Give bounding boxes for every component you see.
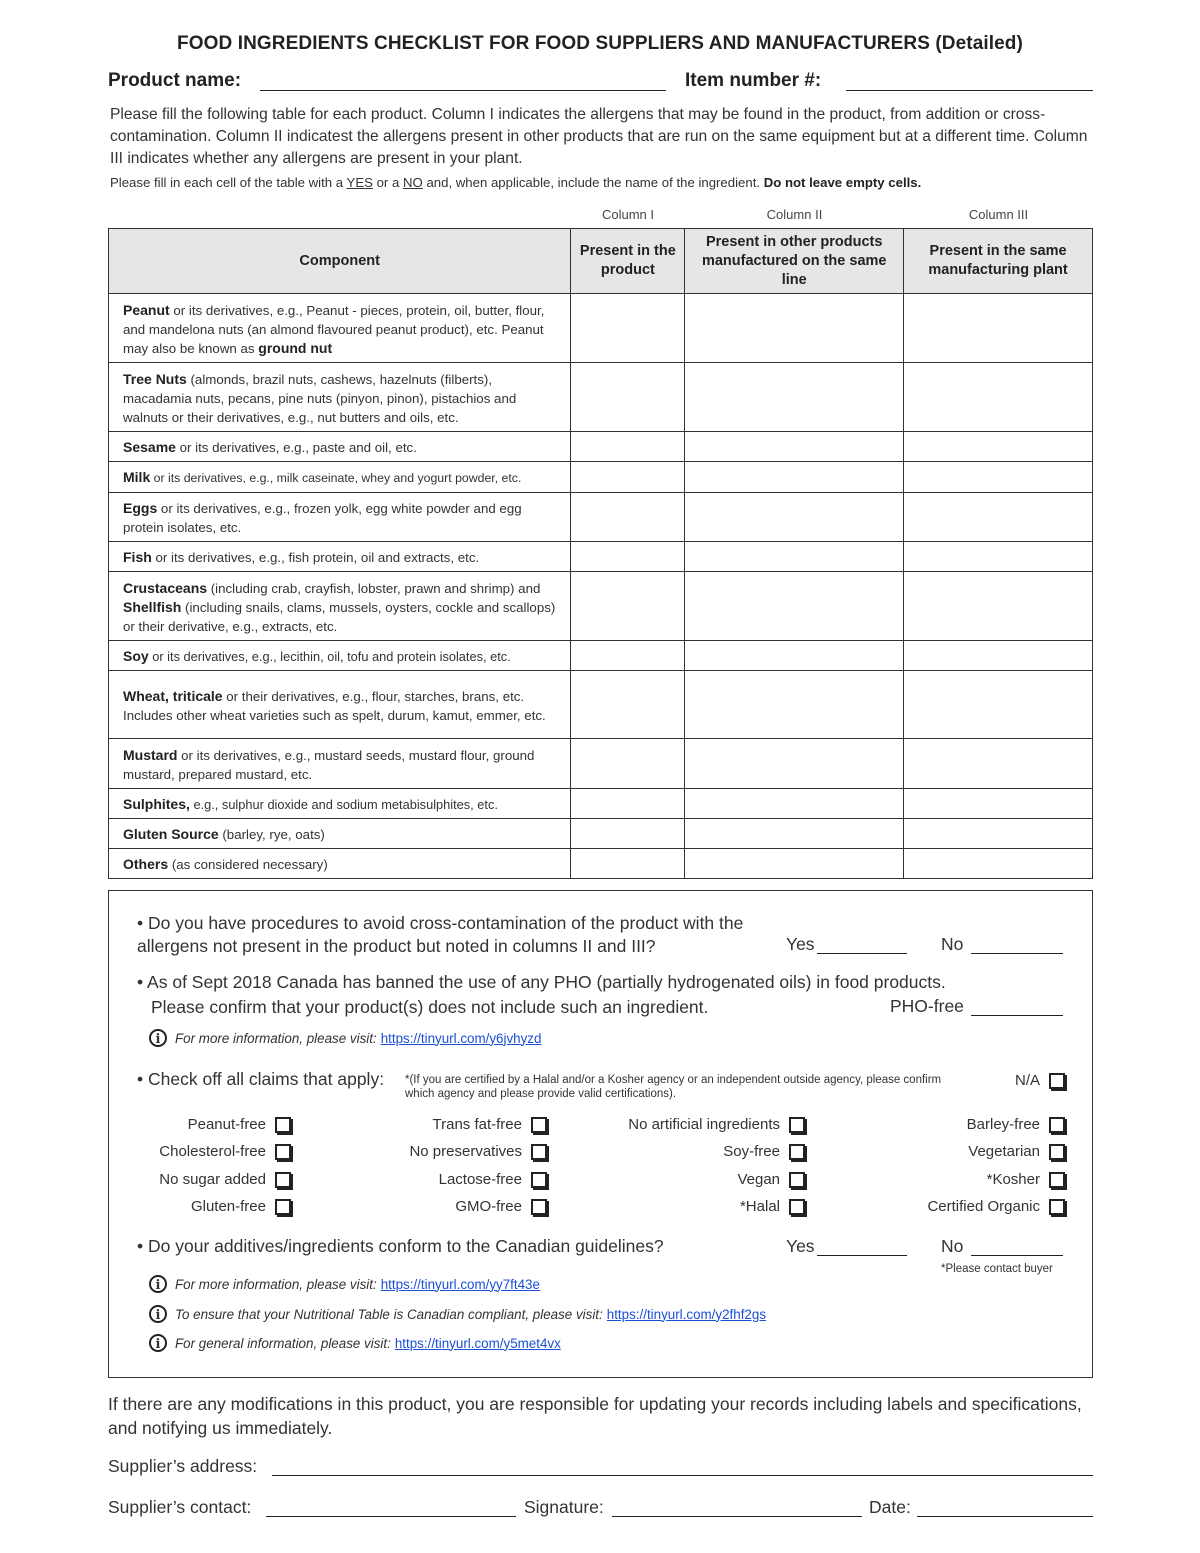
allergen-name: Sesame [123, 439, 176, 455]
q4-yes-field[interactable] [817, 1255, 907, 1256]
allergen-desc: (barley, rye, oats) [218, 827, 325, 842]
allergen-name-2: Shellfish [123, 598, 182, 615]
component-cell [109, 432, 571, 462]
col1-cell[interactable] [571, 294, 685, 363]
q1-yes-label: Yes [786, 934, 815, 954]
question-text: Check off all claims that apply: [148, 1069, 385, 1089]
same-plant-header: Present in the same manufacturing plant [904, 229, 1093, 294]
col2-cell[interactable] [685, 294, 904, 363]
page-title: FOOD INGREDIENTS CHECKLIST FOR FOOD SUPPLIERS AND MANUFACTURERS (Detailed) [177, 33, 1023, 54]
claim-barley-free[interactable] [889, 1116, 1065, 1133]
component-cell [109, 572, 571, 641]
col1-cell[interactable] [571, 819, 685, 849]
component-header: Component [109, 229, 571, 294]
info-line-general [149, 1334, 561, 1352]
q1-no-field[interactable] [971, 953, 1063, 954]
question-text: Do your additives/ingredients conform to the Canadian guidelines? [148, 1236, 664, 1256]
col1-cell[interactable] [571, 739, 685, 789]
table-row [109, 493, 1093, 542]
allergen-name: Crustaceans [123, 579, 208, 596]
claim-label: Lactose-free [438, 1171, 522, 1188]
modification-notice: If there are any modifications in this product, you are responsible for updating your records including labels and specifications, and notifying us immediately. [108, 1394, 1082, 1438]
info-icon: i [149, 1334, 167, 1352]
table-row [109, 641, 1093, 671]
component-cell [109, 789, 571, 819]
checkbox[interactable] [275, 1199, 291, 1215]
claim-no-sugar-added[interactable] [119, 1171, 291, 1188]
info-text: For general information, please visit: [175, 1335, 391, 1351]
bullet-icon: • [137, 1069, 144, 1089]
info-icon: i [149, 1305, 167, 1323]
table-row [109, 294, 1093, 363]
component-cell [109, 739, 571, 789]
claim-label: No preservatives [409, 1143, 522, 1160]
col3-cell[interactable] [904, 789, 1093, 819]
col1-cell[interactable] [571, 671, 685, 739]
table-row [109, 432, 1093, 462]
question-pho-line-1 [137, 971, 946, 994]
claim-soy-free[interactable] [589, 1143, 805, 1160]
item-number-field[interactable] [846, 90, 1093, 91]
col3-cell[interactable] [904, 462, 1093, 493]
allergen-desc: or its derivatives, e.g., Peanut - pieces, protein, oil, butter, flour, and mandelona nuts (an almond flavoured peanut product), etc. Peanut may also be known as [123, 302, 545, 356]
allergen-name: Others [123, 856, 169, 872]
table-row [109, 462, 1093, 493]
col1-cell[interactable] [571, 493, 685, 542]
allergen-name: Fish [123, 549, 152, 565]
nutrition-info-link[interactable]: https://tinyurl.com/y2fhf2gs [606, 1306, 767, 1322]
col2-cell[interactable] [685, 739, 904, 789]
component-cell [109, 294, 571, 363]
allergen-name: Eggs [123, 500, 158, 516]
col2-cell[interactable] [685, 849, 904, 879]
col1-cell[interactable] [571, 432, 685, 462]
table-row [109, 572, 1093, 641]
allergen-name: Soy [123, 648, 149, 664]
same-line-header: Present in other products manufactured on the same line [685, 229, 904, 294]
date-label: Date: [869, 1497, 911, 1517]
claim-cholesterol-free[interactable] [119, 1143, 291, 1160]
signature-field[interactable] [612, 1516, 862, 1517]
present-in-product-header: Present in the product [571, 229, 685, 294]
allergen-desc: or its derivatives, e.g., milk caseinate, whey and yogurt powder, etc. [150, 471, 522, 485]
col2-cell[interactable] [685, 493, 904, 542]
claim-label: Soy-free [723, 1143, 780, 1160]
col3-cell[interactable] [904, 641, 1093, 671]
allergen-name: Milk [123, 469, 151, 485]
column-3-number: Column III [968, 207, 1029, 222]
allergen-desc-2: (including snails, clams, mussels, oysters, cockle and scallops) or their derivative, e.g., extracts, etc. [123, 599, 556, 634]
na-label: N/A [1014, 1072, 1040, 1089]
col3-cell[interactable] [904, 739, 1093, 789]
component-cell [109, 641, 571, 671]
col2-cell[interactable] [685, 432, 904, 462]
allergen-name: Tree Nuts [123, 370, 187, 387]
claim-vegetarian[interactable] [889, 1143, 1065, 1160]
bullet-icon: • [137, 1236, 144, 1256]
fill-instructions [110, 175, 1110, 190]
claim-peanut-free[interactable] [119, 1116, 291, 1133]
col2-cell[interactable] [685, 789, 904, 819]
supplier-contact-field[interactable] [266, 1516, 516, 1517]
checkbox[interactable] [275, 1117, 291, 1133]
info-line-pho [149, 1029, 541, 1047]
info-text: For more information, please visit: [175, 1276, 377, 1292]
claim-label: Peanut-free [187, 1116, 266, 1133]
contact-buyer-note: *Please contact buyer [941, 1263, 1053, 1275]
claim-label: Cholesterol-free [159, 1143, 266, 1160]
component-cell [109, 671, 571, 739]
claim-kosher[interactable] [889, 1171, 1065, 1188]
checkbox[interactable] [789, 1144, 805, 1160]
no-word: NO [403, 175, 423, 190]
pho-info-link[interactable]: https://tinyurl.com/y6jvhyzd [380, 1030, 542, 1046]
checkbox[interactable] [275, 1172, 291, 1188]
col2-cell[interactable] [685, 671, 904, 739]
claim-label: *Kosher [986, 1171, 1040, 1188]
col1-cell[interactable] [571, 363, 685, 432]
table-row [109, 671, 1093, 739]
question-claims [137, 1068, 384, 1091]
claim-label: Barley-free [966, 1116, 1040, 1133]
fill-prefix: Please fill in each cell of the table with a [110, 175, 347, 190]
allergen-name: Gluten Source [123, 826, 219, 842]
claim-label: Certified Organic [927, 1198, 1040, 1215]
claim-label: No sugar added [159, 1171, 266, 1188]
q4-no-field[interactable] [971, 1255, 1063, 1256]
col3-cell[interactable] [904, 849, 1093, 879]
claim-vegan[interactable] [589, 1171, 805, 1188]
allergen-desc: e.g., sulphur dioxide and sodium metabisulphites, etc. [189, 797, 498, 812]
question-canadian-guidelines [137, 1235, 664, 1258]
allergen-desc: (including crab, crayfish, lobster, prawn and shrimp) and [207, 580, 541, 596]
allergen-desc: or its derivatives, e.g., mustard seeds, mustard flour, ground mustard, prepared mustard, etc. [123, 747, 535, 782]
col1-cell[interactable] [571, 849, 685, 879]
guidelines-info-link[interactable]: https://tinyurl.com/yy7ft43e [380, 1276, 540, 1292]
component-cell [109, 819, 571, 849]
claim-label: *Halal [739, 1198, 780, 1215]
bullet-icon: • [137, 972, 144, 992]
item-number-label: Item number #: [685, 70, 822, 91]
component-cell [109, 849, 571, 879]
col2-cell[interactable] [685, 819, 904, 849]
allergen-desc: (as considered necessary) [168, 857, 328, 872]
col1-cell[interactable] [571, 641, 685, 671]
info-text: To ensure that your Nutritional Table is Canadian compliant, please visit: [175, 1306, 603, 1322]
checkbox[interactable] [789, 1172, 805, 1188]
question-pho-line-2: Please confirm that your product(s) does not include such an ingredient. [151, 997, 709, 1017]
claim-label: Vegan [737, 1171, 780, 1188]
col1-cell[interactable] [571, 462, 685, 493]
allergen-desc: or its derivatives, e.g., paste and oil, etc. [175, 440, 417, 455]
claim-gmo-free[interactable] [349, 1198, 547, 1215]
pho-free-field[interactable] [971, 1015, 1063, 1016]
info-icon: i [149, 1275, 167, 1293]
yes-word: YES [346, 175, 373, 190]
claim-label: No artificial ingredients [628, 1116, 780, 1133]
q1-no-label: No [941, 934, 964, 954]
fill-suffix: and, when applicable, include the name of the ingredient. [422, 175, 764, 190]
q4-no-label: No [941, 1236, 964, 1256]
checkbox[interactable] [531, 1117, 547, 1133]
supplier-address-label: Supplier’s address: [108, 1456, 258, 1476]
bullet-icon: • [137, 913, 144, 933]
column-2-number: Column II [766, 207, 823, 222]
or-word: or a [372, 175, 403, 190]
allergen-desc: or its derivatives, e.g., lecithin, oil, tofu and protein isolates, etc. [148, 649, 511, 664]
checkbox[interactable] [1049, 1073, 1065, 1089]
checkbox[interactable] [1049, 1199, 1065, 1215]
q4-yes-label: Yes [786, 1236, 815, 1256]
product-header-row [108, 70, 1093, 96]
info-line-guidelines [149, 1275, 540, 1293]
col2-cell[interactable] [685, 641, 904, 671]
checkbox[interactable] [789, 1199, 805, 1215]
table-row [109, 849, 1093, 879]
checkbox[interactable] [1049, 1117, 1065, 1133]
question-text: As of Sept 2018 Canada has banned the use of any PHO (partially hydrogenated oils) in food products. [147, 972, 946, 992]
checkbox[interactable] [1049, 1172, 1065, 1188]
claim-halal[interactable] [589, 1198, 805, 1215]
col1-cell[interactable] [571, 542, 685, 572]
allergen-name: Wheat, triticale [123, 687, 223, 704]
claim-gluten-free[interactable] [119, 1198, 291, 1215]
q1-yes-field[interactable] [817, 953, 907, 954]
question-text: Do you have procedures to avoid cross-contamination of the product with the allergens not present in the product but noted in columns II and III? [137, 913, 744, 956]
info-line-nutrition [149, 1305, 766, 1323]
date-field[interactable] [917, 1516, 1093, 1517]
component-cell [109, 542, 571, 572]
table-row [109, 819, 1093, 849]
certification-note: *(If you are certified by a Halal and/or a Kosher agency or an independent outside agency, please confirm which agency and please provide valid certifications). [405, 1074, 942, 1100]
claim-label: GMO-free [455, 1198, 522, 1215]
allergen-desc: (almonds, brazil nuts, cashews, hazelnuts (filberts), macadamia nuts, pecans, pine nuts (pinyon, pinon), pistachios and walnuts or their derivatives, e.g., nut butters and oils, etc. [123, 371, 517, 425]
checkbox[interactable] [531, 1199, 547, 1215]
pho-free-label: PHO-free [890, 996, 964, 1016]
allergen-desc: or their derivatives, e.g., flour, starches, brans, etc. Includes other wheat varieties such as spelt, durum, kamut, emmer, etc. [123, 688, 546, 723]
claim-lactose-free[interactable] [349, 1171, 547, 1188]
questions-box [108, 890, 1093, 1378]
claim-trans-fat-free[interactable] [349, 1116, 547, 1133]
component-cell [109, 363, 571, 432]
info-icon: i [149, 1029, 167, 1047]
column-1-number: Column I [601, 207, 655, 222]
checkbox[interactable] [789, 1117, 805, 1133]
empty-cell-warning: Do not leave empty cells. [763, 175, 922, 190]
col3-cell[interactable] [904, 363, 1093, 432]
table-row [109, 739, 1093, 789]
col3-cell[interactable] [904, 671, 1093, 739]
allergen-alias: ground nut [258, 339, 333, 356]
col3-cell[interactable] [904, 542, 1093, 572]
table-row [109, 542, 1093, 572]
claim-label: Gluten-free [190, 1198, 266, 1215]
allergen-name: Peanut [123, 301, 170, 318]
component-cell [109, 493, 571, 542]
checkbox[interactable] [1049, 1144, 1065, 1160]
allergen-desc: or its derivatives, e.g., fish protein, oil and extracts, etc. [151, 550, 480, 565]
col3-cell[interactable] [904, 572, 1093, 641]
claim-label: Trans fat-free [432, 1116, 522, 1133]
checkbox[interactable] [531, 1144, 547, 1160]
col1-cell[interactable] [571, 789, 685, 819]
col3-cell[interactable] [904, 432, 1093, 462]
supplier-contact-label: Supplier’s contact: [108, 1497, 252, 1517]
general-info-link[interactable]: https://tinyurl.com/y5met4vx [394, 1335, 561, 1351]
col2-cell[interactable] [685, 363, 904, 432]
allergen-name: Sulphites, [123, 796, 190, 812]
question-cross-contamination [137, 912, 777, 958]
col3-cell[interactable] [904, 819, 1093, 849]
signature-label: Signature: [524, 1497, 604, 1517]
claim-no-preservatives[interactable] [349, 1143, 547, 1160]
col2-cell[interactable] [685, 572, 904, 641]
col3-cell[interactable] [904, 294, 1093, 363]
claim-certified-organic[interactable] [889, 1198, 1065, 1215]
col3-cell[interactable] [904, 493, 1093, 542]
checkbox[interactable] [275, 1144, 291, 1160]
allergen-name: Mustard [123, 746, 178, 763]
allergen-table [108, 228, 1093, 879]
intro-paragraph: Please fill the following table for each product. Column I indicates the allergens that may be found in the product, from addition or cross-contamination. Column II indicatest the allergens present in other products that are run on the same equipment but at a different time. Column III indicates whether any allergens are present in your plant. [110, 106, 1088, 167]
col2-cell[interactable] [685, 462, 904, 493]
col2-cell[interactable] [685, 542, 904, 572]
product-name-field[interactable] [260, 90, 666, 91]
allergen-desc: or its derivatives, e.g., frozen yolk, egg white powder and egg protein isolates, etc. [123, 501, 522, 535]
info-text: For more information, please visit: [175, 1030, 377, 1046]
table-row [109, 363, 1093, 432]
claim-na[interactable] [989, 1072, 1065, 1089]
table-row [109, 789, 1093, 819]
claim-label: Vegetarian [968, 1143, 1040, 1160]
supplier-address-field[interactable] [272, 1475, 1093, 1476]
component-cell [109, 462, 571, 493]
product-name-label: Product name: [108, 70, 242, 91]
col1-cell[interactable] [571, 572, 685, 641]
checkbox[interactable] [531, 1172, 547, 1188]
claim-no-artificial[interactable] [589, 1116, 805, 1133]
